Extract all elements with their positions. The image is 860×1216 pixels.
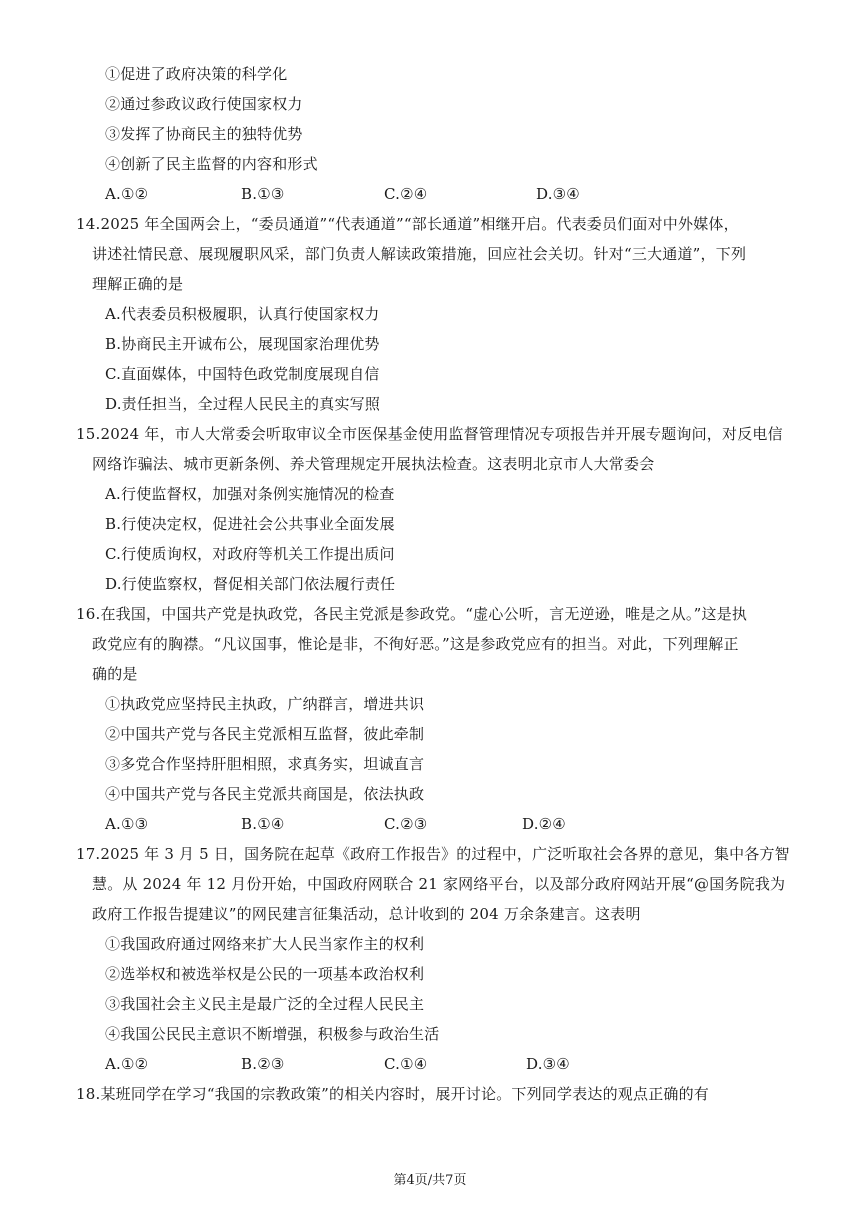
q17-option-a: A.①② [105, 1055, 149, 1073]
q14-option-c: C.直面媒体，中国特色政党制度展现自信 [105, 365, 380, 383]
q15-option-c: C.行使质询权，对政府等机关工作提出质问 [105, 545, 395, 563]
q17-item-2: ②选举权和被选举权是公民的一项基本政治权利 [105, 965, 425, 983]
q14-option-a: A.代表委员积极履职，认真行使国家权力 [105, 305, 380, 323]
q16-item-4: ④中国共产党与各民主党派共商国是，依法执政 [105, 785, 425, 803]
q14-option-b: B.协商民主开诚布公，展现国家治理优势 [105, 335, 380, 353]
q16-option-d: D.②④ [522, 815, 566, 833]
q15-stem-line-1: 15.2024 年，市人大常委会听取审议全市医保基金使用监督管理情况专项报告并开展专题询问，对反电信 [76, 425, 783, 443]
q15-option-a: A.行使监督权，加强对条例实施情况的检查 [105, 485, 395, 503]
q16-stem-line-2: 政党应有的胸襟。“凡议国事，惟论是非，不徇好恶。”这是参政党应有的担当。对此，下列理解正 [92, 635, 739, 653]
q16-stem-line-3: 确的是 [92, 665, 138, 683]
q13-option-b: B.①③ [241, 185, 285, 203]
q17-stem-line-1: 17.2025 年 3 月 5 日，国务院在起草《政府工作报告》的过程中，广泛听取社会各界的意见，集中各方智 [76, 845, 790, 863]
q17-item-4: ④我国公民民主意识不断增强，积极参与政治生活 [105, 1025, 440, 1043]
q15-option-d: D.行使监察权，督促相关部门依法履行责任 [105, 575, 396, 593]
q16-option-b: B.①④ [241, 815, 285, 833]
q17-item-3: ③我国社会主义民主是最广泛的全过程人民民主 [105, 995, 425, 1013]
q17-item-1: ①我国政府通过网络来扩大人民当家作主的权利 [105, 935, 425, 953]
q13-option-c: C.②④ [384, 185, 428, 203]
q13-option-a: A.①② [105, 185, 149, 203]
q14-stem-line-2: 讲述社情民意、展现履职风采，部门负责人解读政策措施，回应社会关切。针对“三大通道”，下列 [92, 245, 747, 263]
q14-stem-line-3: 理解正确的是 [92, 275, 184, 293]
q15-option-b: B.行使决定权，促进社会公共事业全面发展 [105, 515, 395, 533]
q17-stem-line-2: 慧。从 2024 年 12 月份开始，中国政府网联合 21 家网络平台，以及部分政府网站开展“@国务院我为 [92, 875, 786, 893]
q13-item-2: ②通过参政议政行使国家权力 [105, 95, 303, 113]
q13-item-3: ③发挥了协商民主的独特优势 [105, 125, 303, 143]
q16-item-3: ③多党合作坚持肝胆相照，求真务实，坦诚直言 [105, 755, 425, 773]
q13-item-4: ④创新了民主监督的内容和形式 [105, 155, 318, 173]
q15-stem-line-2: 网络诈骗法、城市更新条例、养犬管理规定开展执法检查。这表明北京市人大常委会 [92, 455, 655, 473]
q16-item-2: ②中国共产党与各民主党派相互监督，彼此牵制 [105, 725, 425, 743]
q18-stem-line-1: 18.某班同学在学习“我国的宗教政策”的相关内容时，展开讨论。下列同学表达的观点正确的有 [76, 1085, 709, 1103]
q16-item-1: ①执政党应坚持民主执政，广纳群言，增进共识 [105, 695, 425, 713]
q17-option-c: C.①④ [384, 1055, 428, 1073]
q17-stem-line-3: 政府工作报告提建议”的网民建言征集活动，总计收到的 204 万余条建言。这表明 [92, 905, 641, 923]
q17-option-d: D.③④ [526, 1055, 570, 1073]
q16-option-a: A.①③ [105, 815, 149, 833]
q13-option-d: D.③④ [536, 185, 580, 203]
page-number-footer: 第4页/共7页 [393, 1173, 467, 1188]
q13-item-1: ①促进了政府决策的科学化 [105, 65, 288, 83]
q14-stem-line-1: 14.2025 年全国两会上，“委员通道”“代表通道”“部长通道”相继开启。代表委员们面对中外媒体， [76, 215, 739, 233]
q14-option-d: D.责任担当，全过程人民民主的真实写照 [105, 395, 381, 413]
q16-stem-line-1: 16.在我国，中国共产党是执政党，各民主党派是参政党。“虚心公听，言无逆逊，唯是之从。”这是执 [76, 605, 748, 623]
q16-option-c: C.②③ [384, 815, 428, 833]
q17-option-b: B.②③ [241, 1055, 285, 1073]
